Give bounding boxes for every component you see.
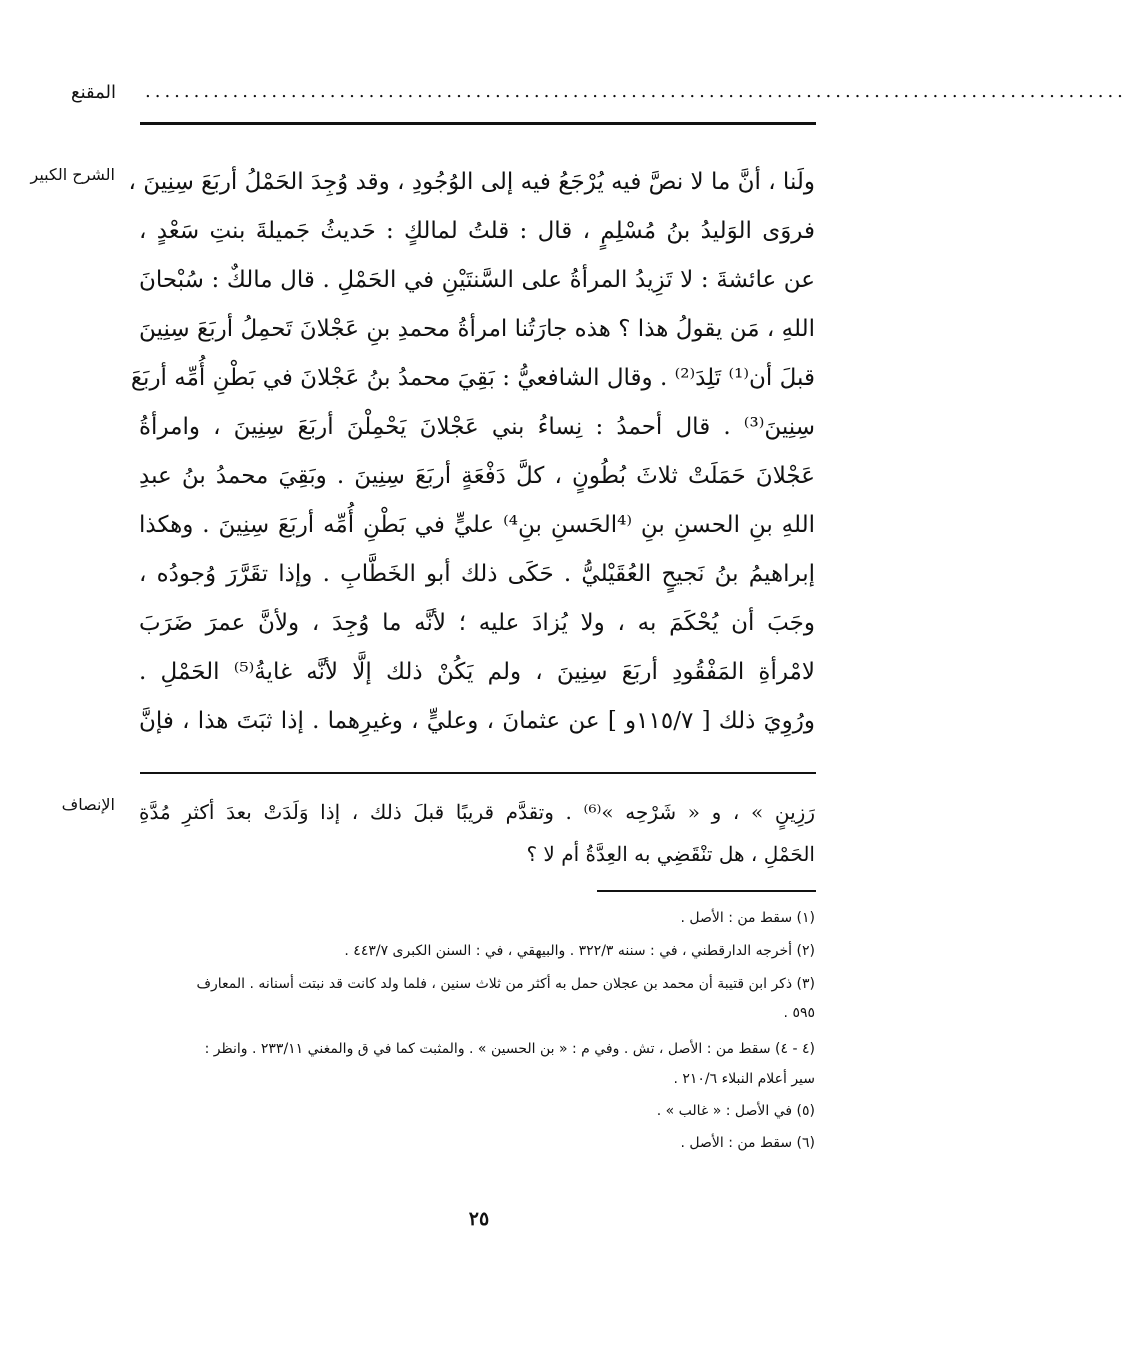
- footnote: (٦) سقط من : الأصل .: [680, 1135, 815, 1151]
- footnote: (٥) في الأصل : « غالب » .: [656, 1103, 815, 1119]
- main-text-line: ورُوِيَ ذلك [ ١١٥/٧و ] عن عثمانَ ، وعليٍّ ، وغيرِهما . إذا ثبَتَ هذا ، فإنَّ: [139, 708, 815, 734]
- footnote-continuation: سير أعلام النبلاء ٢١٠/٦ .: [673, 1071, 815, 1087]
- main-text-line: قبلَ أن⁽¹⁾ تَلِدَ⁽²⁾ . وقال الشافعيُّ : بَقِيَ محمدُ بنُ عَجْلانَ في بَطْنِ أُمِّه أربَعَ: [130, 365, 815, 391]
- book-title: المقنع: [70, 82, 116, 103]
- main-text-line: ولَنا ، أنَّ ما لا نصَّ فيه يُرْجَعُ فيه إلى الوُجُودِ ، وقد وُجِدَ الحَمْلُ أربَعَ سِنِينَ ،: [128, 169, 815, 195]
- footnote-continuation: ٥٩٥ .: [783, 1005, 815, 1021]
- main-text-line: اللهِ ، مَن يقولُ هذا ؟ هذه جارَتُنا امرأةُ محمدِ بنِ عَجْلانَ تَحمِلُ أربَعَ سِنِينَ: [139, 316, 815, 342]
- main-text-line: عن عائشةَ : لا تَزِيدُ المرأةُ على السَّنتَيْنِ في الحَمْلِ . قال مالكٌ : سُبْحانَ: [139, 267, 815, 293]
- insaf-text-line: رَزِينٍ » ، و « شَرْحِه »⁽⁶⁾ . وتقدَّم قريبًا قبلَ ذلك ، إذا وَلَدَتْ بعدَ أكثرِ مُدَّةِ: [139, 800, 815, 824]
- main-text-line: اللهِ بنِ الحسنِ بنِ ⁽⁴الحَسنِ بنِ⁴⁾ عليٍّ في بَطْنِ أُمِّه أربَعَ سِنِينَ . وهكذا: [139, 512, 815, 538]
- footnote: (٤ - ٤) سقط من : الأصل ، تش . وفي م : « بن الحسين » . والمثبت كما في ق والمغني ٢٣٣/١١ . وانظر :: [204, 1041, 815, 1057]
- main-text-line: وجَبَ أن يُحْكَمَ به ، ولا يُزادَ عليه ؛ لأنَّه ما وُجِدَ ، ولأنَّ عمرَ ضَرَبَ: [139, 610, 815, 636]
- header-dotted-leader: .....................................................................................................: [145, 81, 1127, 102]
- page-number: ٢٥: [468, 1208, 490, 1230]
- section-divider: [140, 772, 816, 774]
- insaf-text-line: الحَمْلِ ، هل تنْقَضِي به العِدَّةُ أم لا ؟: [526, 842, 815, 866]
- main-text-line: عَجْلانَ حَمَلَتْ ثلاثَ بُطُونٍ ، كلَّ دَفْعَةٍ أربَعَ سِنِينَ . وبَقِيَ محمدُ بنُ عبدِ: [139, 463, 815, 489]
- side-label-insaf: الإنصاف: [61, 795, 115, 814]
- footnote: (٢) أخرجه الدارقطني ، في : سننه ٣٢٢/٣ . والبيهقي ، في : السنن الكبرى ٤٤٣/٧ .: [344, 943, 815, 959]
- footnote: (١) سقط من : الأصل .: [680, 910, 815, 926]
- main-text-line: سِنِينَ⁽³⁾ . قال أحمدُ : نِساءُ بني عَجْلانَ يَحْمِلْنَ أربَعَ سِنِينَ ، وامرأةُ: [139, 414, 815, 440]
- main-text-line: إبراهيمُ بنُ نَجيحٍ العُقَيْليُّ . حَكَى ذلك أبو الخَطَّابِ . وإذا تقَرَّرَ وُجودُه ،: [139, 561, 815, 587]
- main-text-line: لامْرأةِ المَفْقُودِ أربَعَ سِنِينَ ، ولم يَكُنْ ذلك إلَّا لأنَّه غايةُ⁽⁵⁾ الحَمْلِ .: [139, 659, 815, 685]
- header-rule: [140, 122, 816, 125]
- footnote-rule: [597, 890, 816, 892]
- footnote: (٣) ذكر ابن قتيبة أن محمد بن عجلان حمل به أكثر من ثلاث سنين ، فلما ولد كانت قد نبتت أسنانه . المعارف: [196, 976, 815, 992]
- side-label-sharh: الشرح الكبير: [30, 165, 115, 184]
- main-text-line: فروَى الوَليدُ بنُ مُسْلِمٍ ، قال : قلتُ لمالكٍ : حَديثُ جَميلةَ بنتِ سَعْدٍ ،: [139, 218, 815, 244]
